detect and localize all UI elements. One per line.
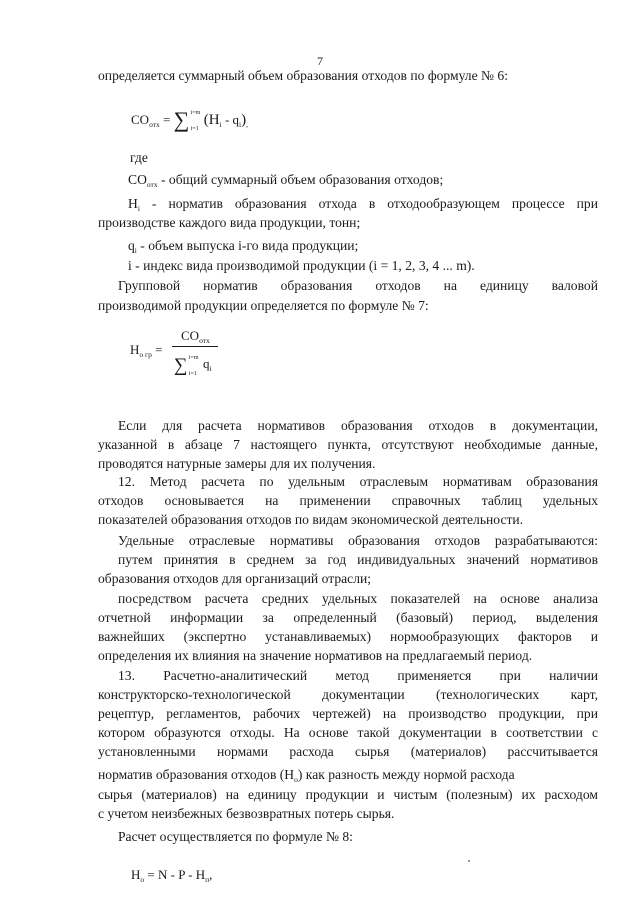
text-line: определяется суммарный объем образования отходов по формуле № 6: — [98, 68, 508, 83]
text-line: i - индекс вида производимой продукции (i = 1, 2, 3, 4 ... m). — [128, 258, 475, 273]
text-line: рецептур, регламентов, рабочих чертежей) на производство продукции, при — [98, 706, 598, 721]
formula-symbol: H — [131, 867, 141, 882]
text-line: 12. Метод расчета по удельным отраслевым нормативам образования — [118, 474, 598, 489]
formula-subscript: i — [209, 364, 212, 373]
text-line: 13. Расчетно-аналитический метод применяется при наличии — [118, 668, 598, 683]
formula-symbol: H — [128, 196, 138, 211]
text-line: отчетной информации за определенный (базовый) период, выделения — [98, 610, 598, 625]
text-line: отходов основывается на применении справочных таблиц удельных — [98, 493, 598, 508]
text-line: определения их влияния на значение нормативов на предлагаемый период. — [98, 648, 533, 663]
definition-qi — [128, 236, 598, 257]
formula-subscript: i — [239, 120, 242, 129]
sum-sign: ∑ — [173, 107, 190, 132]
fraction-bar — [172, 346, 218, 347]
text-line: установленными нормами расхода сырья (материалов) рассчитывается — [98, 744, 598, 759]
text-line: указанной в абзаце 7 настоящего пункта, отсутствуют необходимые данные, — [98, 437, 598, 452]
formula-subscript: i — [134, 246, 137, 255]
scan-speck — [468, 860, 470, 862]
text-line: важнейших (экспертно устанавливаемых) нормообразующих факторов и — [98, 629, 598, 644]
formula-subscript: отх — [146, 180, 158, 189]
formula-7 — [130, 342, 162, 358]
text-fragment: ) как разность между нормой расхода — [297, 767, 515, 782]
formula-term: (H — [203, 112, 220, 128]
formula-symbol: CO — [128, 172, 147, 187]
formula-symbol: CO — [131, 112, 150, 127]
formula-7-denominator — [174, 352, 212, 377]
formula-subscript: п — [205, 875, 210, 884]
formula-subscript: отх — [199, 336, 210, 345]
definition-co — [128, 170, 598, 191]
page-number: 7 — [317, 54, 323, 68]
sum-lower-limit: i=1 — [190, 126, 199, 132]
formula-symbol: H — [130, 342, 140, 357]
formula-subscript: o — [140, 875, 145, 884]
sum-upper-limit: i=m — [188, 355, 199, 361]
formula-operator: = — [163, 112, 171, 127]
text-line: производимой продукции определяется по формуле № 7: — [98, 298, 429, 313]
text-line: проводятся натурные замеры для их получения. — [98, 456, 376, 471]
text-line: котором образуются отходы. На основе такой документации в соответствии с — [98, 725, 598, 740]
text-line: показателей образования отходов по видам экономической деятельности. — [98, 512, 524, 527]
text-line: Если для расчета нормативов образования отходов в документации, — [118, 418, 598, 433]
formula-comma: , — [246, 120, 249, 129]
formula-subscript: отх — [149, 120, 160, 129]
formula-term: ) — [241, 112, 247, 128]
formula-symbol: q — [203, 356, 210, 371]
formula-comma: , — [209, 867, 213, 882]
definition-text: - общий суммарный объем образования отходов; — [160, 172, 444, 187]
formula-subscript: i — [137, 204, 140, 213]
text-line-with-symbol — [98, 765, 598, 786]
text-line: производстве каждого вида продукции, тонн; — [98, 215, 361, 230]
formula-operator: = — [155, 342, 163, 357]
formula-subscript: o гр — [139, 350, 152, 359]
text-line: посредством расчета средних удельных показателей на основе анализа — [118, 591, 598, 606]
sum-lower-limit: i=1 — [188, 371, 197, 377]
formula-symbol: q — [128, 238, 135, 253]
sum-upper-limit: i=m — [190, 110, 201, 116]
formula-8 — [131, 867, 212, 883]
formula-symbol: CO — [181, 328, 200, 343]
formula-7-numerator — [181, 328, 210, 344]
text-line: конструкторско-технологической документации (технологических карт, — [98, 687, 598, 702]
formula-subscript: i — [219, 120, 222, 129]
definition-hi — [128, 194, 598, 215]
text-fragment: норматив образования отходов ( — [98, 767, 285, 782]
text-line: Групповой норматив образования отходов на единицу валовой — [118, 278, 598, 293]
text-line: сырья (материалов) на единицу продукции и чистым (полезным) их расходом — [98, 787, 598, 802]
text-line: Расчет осуществляется по формуле № 8: — [118, 829, 353, 844]
formula-subscript: o — [294, 775, 298, 784]
definition-text: - объем выпуска i-го вида продукции; — [140, 238, 359, 253]
sum-sign: ∑ — [174, 355, 188, 376]
definition-text: - норматив образования отхода в отходообразующем процессе при — [151, 196, 598, 211]
formula-6 — [131, 104, 248, 130]
text-line: где — [130, 150, 148, 165]
formula-term: = N - P - H — [147, 867, 206, 882]
formula-term: - q — [221, 112, 240, 127]
text-line: Удельные отраслевые нормативы образования отходов разрабатываются: — [118, 533, 598, 548]
text-line: с учетом неизбежных безвозвратных потерь сырья. — [98, 806, 395, 821]
text-line: путем принятия в среднем за год индивидуальных значений нормативов — [118, 552, 598, 567]
formula-symbol: H — [284, 767, 295, 782]
text-line: образования отходов для организаций отрасли; — [98, 571, 372, 586]
